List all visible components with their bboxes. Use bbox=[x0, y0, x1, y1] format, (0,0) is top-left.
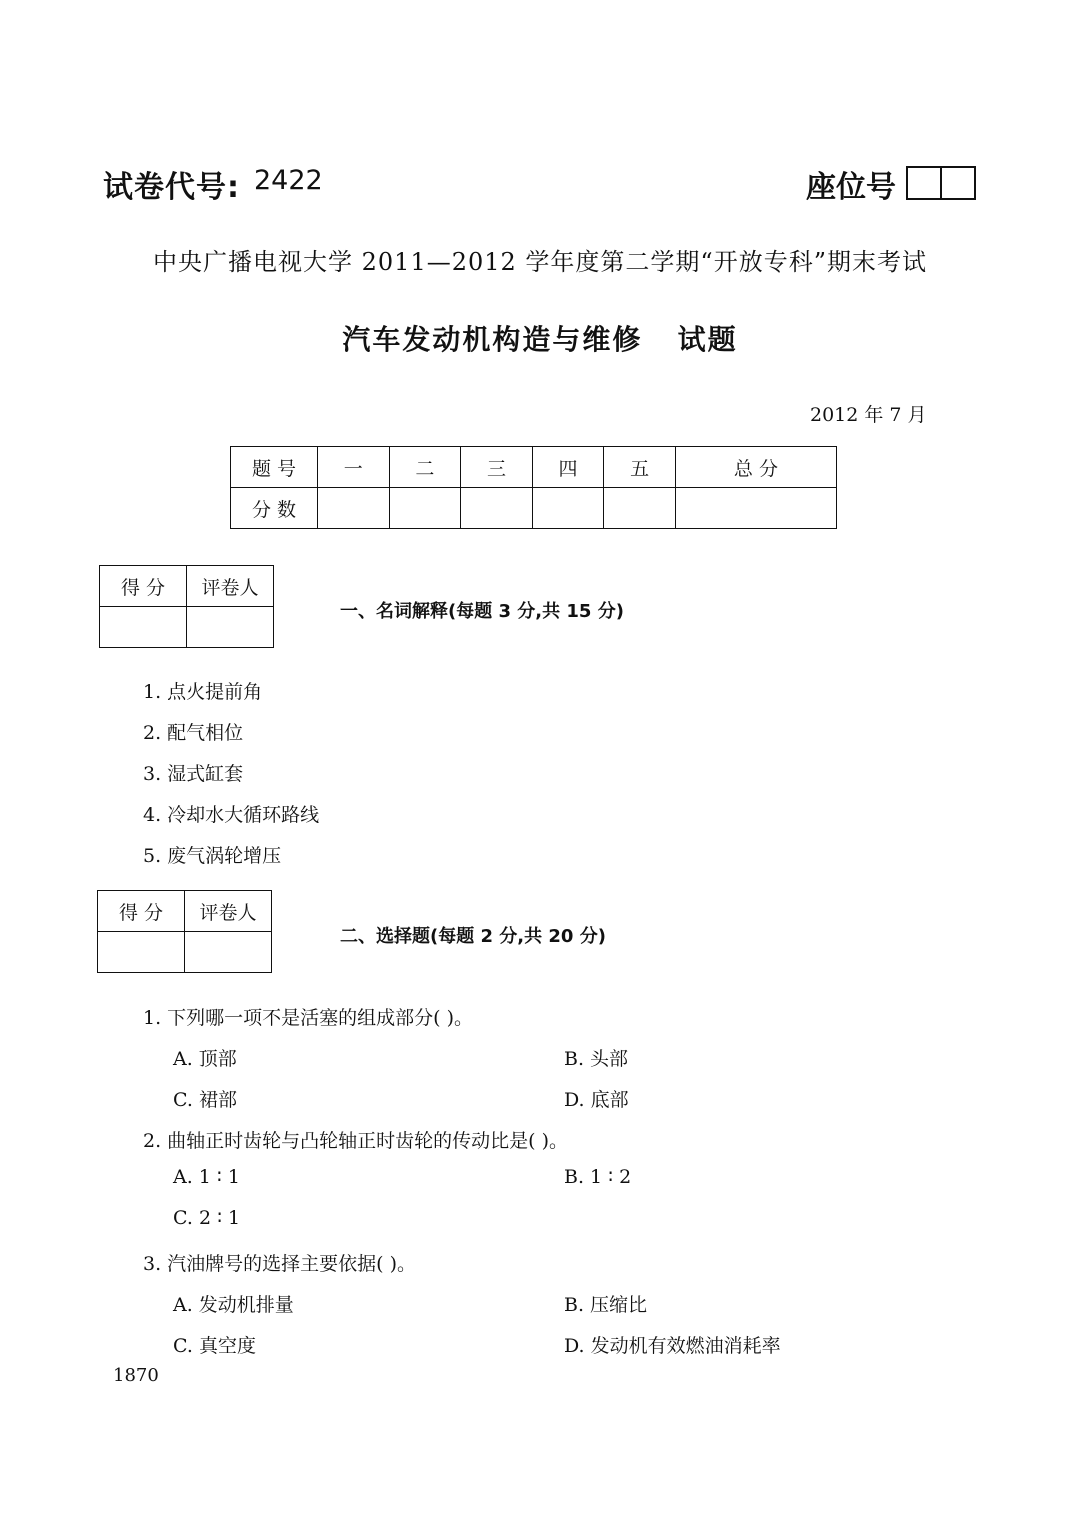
option: B. 1 ∶ 2 bbox=[564, 1166, 632, 1188]
paper-code-label: 试卷代号: bbox=[103, 170, 240, 205]
option: C. 裙部 bbox=[173, 1089, 237, 1111]
score-cell bbox=[318, 488, 390, 529]
list-item: 3. 湿式缸套 bbox=[143, 763, 244, 785]
list-item: 2. 配气相位 bbox=[143, 722, 244, 744]
option: C. 真空度 bbox=[173, 1335, 256, 1357]
option: A. 顶部 bbox=[173, 1048, 237, 1070]
row-header: 分 数 bbox=[231, 488, 318, 529]
grader-cell bbox=[187, 607, 274, 648]
grader-cell bbox=[185, 932, 272, 973]
score-cell bbox=[100, 607, 187, 648]
option: C. 2 ∶ 1 bbox=[173, 1207, 241, 1229]
score-label: 得 分 bbox=[100, 566, 187, 607]
exam-header: 中央广播电视大学 2011—2012 学年度第二学期“开放专科”期末考试 bbox=[153, 248, 927, 276]
section-title: 二、选择题(每题 2 分,共 20 分) bbox=[340, 926, 606, 947]
column-header: 三 bbox=[461, 447, 533, 488]
option: A. 发动机排量 bbox=[173, 1294, 294, 1316]
score-table bbox=[230, 446, 837, 529]
column-header: 二 bbox=[389, 447, 461, 488]
score-cell bbox=[675, 488, 836, 529]
option: D. 发动机有效燃油消耗率 bbox=[564, 1335, 781, 1357]
option: A. 1 ∶ 1 bbox=[173, 1166, 241, 1188]
question-stem: 3. 汽油牌号的选择主要依据( )。 bbox=[143, 1253, 417, 1275]
paper-code-value: 2422 bbox=[254, 165, 323, 196]
column-header: 总 分 bbox=[675, 447, 836, 488]
question-number-row bbox=[231, 447, 837, 488]
list-item: 4. 冷却水大循环路线 bbox=[143, 804, 320, 826]
score-cell bbox=[389, 488, 461, 529]
seat-box bbox=[940, 168, 974, 198]
seat-box bbox=[908, 168, 940, 198]
row-header: 题 号 bbox=[231, 447, 318, 488]
seat-number-boxes bbox=[906, 166, 976, 200]
score-cell bbox=[604, 488, 676, 529]
option: B. 头部 bbox=[564, 1048, 629, 1070]
grader-label: 评卷人 bbox=[187, 566, 274, 607]
column-header: 四 bbox=[532, 447, 604, 488]
option: D. 底部 bbox=[564, 1089, 629, 1111]
score-cell bbox=[461, 488, 533, 529]
grader-label: 评卷人 bbox=[185, 891, 272, 932]
page-number: 1870 bbox=[113, 1365, 159, 1386]
column-header: 五 bbox=[604, 447, 676, 488]
score-cell bbox=[98, 932, 185, 973]
score-label: 得 分 bbox=[98, 891, 185, 932]
exam-date: 2012 年 7 月 bbox=[810, 404, 927, 426]
list-item: 1. 点火提前角 bbox=[143, 681, 263, 703]
score-row bbox=[231, 488, 837, 529]
score-cell bbox=[532, 488, 604, 529]
grader-box bbox=[99, 565, 274, 648]
seat-label: 座位号 bbox=[806, 170, 896, 205]
exam-title: 汽车发动机构造与维修 试题 bbox=[342, 323, 738, 356]
section-title: 一、名词解释(每题 3 分,共 15 分) bbox=[340, 601, 624, 622]
list-item: 5. 废气涡轮增压 bbox=[143, 845, 282, 867]
option: B. 压缩比 bbox=[564, 1294, 648, 1316]
grader-box bbox=[97, 890, 272, 973]
question-stem: 2. 曲轴正时齿轮与凸轮轴正时齿轮的传动比是( )。 bbox=[143, 1130, 569, 1152]
column-header: 一 bbox=[318, 447, 390, 488]
question-stem: 1. 下列哪一项不是活塞的组成部分( )。 bbox=[143, 1007, 474, 1029]
